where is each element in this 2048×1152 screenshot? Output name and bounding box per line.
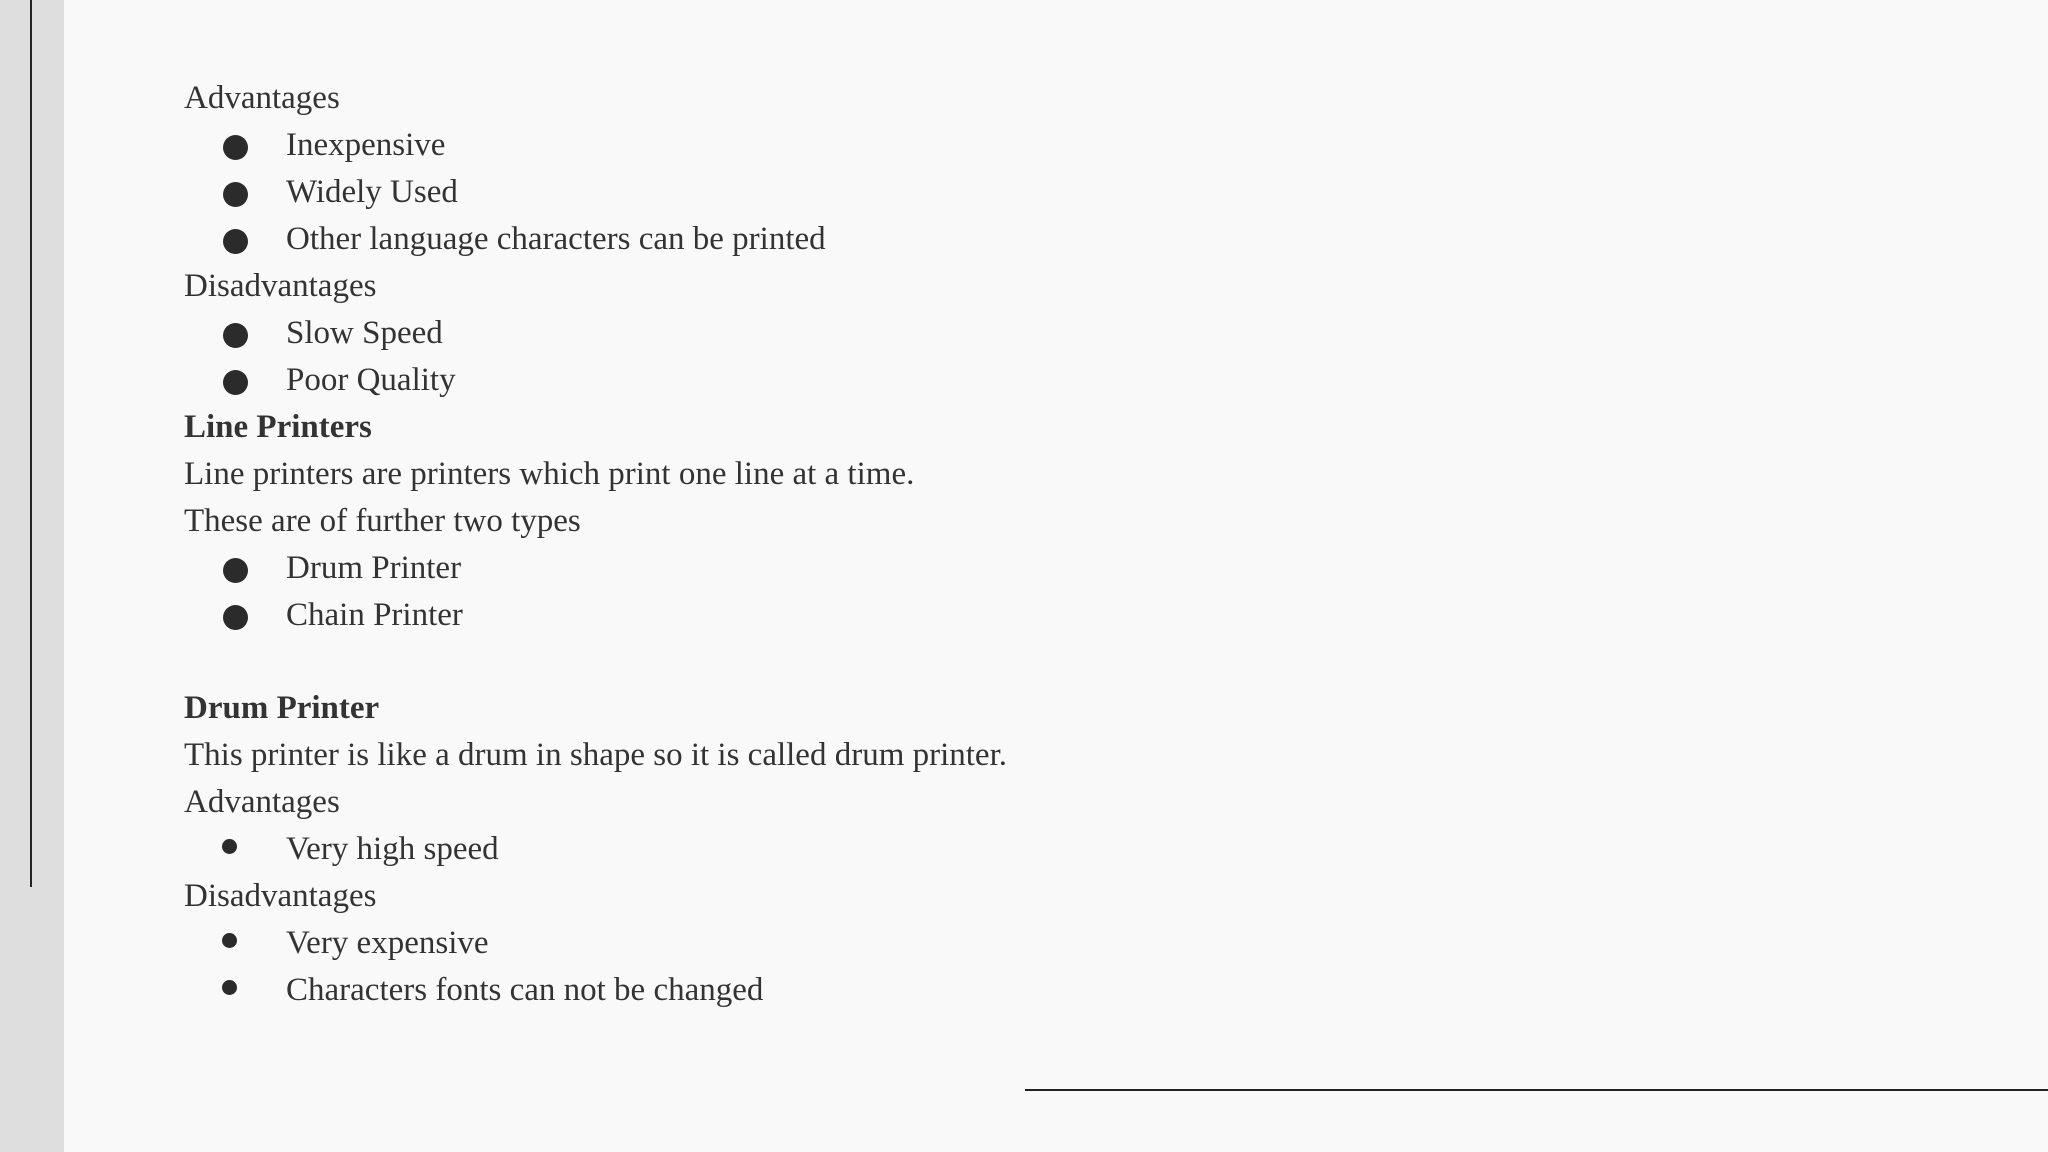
list-item-text: Very expensive [286, 925, 489, 961]
bullet-icon [223, 135, 248, 160]
list-item [184, 920, 1684, 967]
left-margin-bar [0, 0, 64, 1152]
bullet-icon [223, 323, 248, 348]
list-item [184, 545, 1684, 592]
list-item [184, 122, 1684, 169]
list-item-text: Inexpensive [286, 127, 446, 163]
list-item [184, 357, 1684, 404]
bullet-icon [223, 370, 248, 395]
disadvantages-label: Disadvantages [184, 878, 377, 914]
bullet-icon [222, 980, 237, 995]
advantages-label: Advantages [184, 80, 340, 116]
drum-printer-description: This printer is like a drum in shape so it is called drum printer. [184, 737, 1008, 773]
list-item-text: Drum Printer [286, 550, 462, 586]
list-item [184, 216, 1684, 263]
bullet-icon [223, 182, 248, 207]
list-item-text: Other language characters can be printed [286, 221, 826, 257]
list-item [184, 826, 1684, 873]
bottom-horizontal-rule [1025, 1089, 2048, 1091]
spacer [184, 639, 1684, 685]
bullet-icon [223, 558, 248, 583]
line-printers-types-intro: These are of further two types [184, 503, 581, 539]
bullet-icon [223, 229, 248, 254]
section-heading-line-printers: Line Printers [184, 409, 372, 445]
list-item [184, 592, 1684, 639]
list-item [184, 169, 1684, 216]
list-item-text: Widely Used [286, 174, 458, 210]
list-item-text: Characters fonts can not be changed [286, 972, 764, 1008]
disadvantages-label: Disadvantages [184, 268, 377, 304]
section-heading-drum-printer: Drum Printer [184, 690, 380, 726]
list-item-text: Very high speed [286, 831, 499, 867]
bullet-icon [222, 933, 237, 948]
list-item [184, 967, 1684, 1014]
bullet-icon [222, 839, 237, 854]
document-content [184, 75, 1684, 1014]
advantages-label: Advantages [184, 784, 340, 820]
list-item-text: Poor Quality [286, 362, 456, 398]
list-item-text: Chain Printer [286, 597, 463, 633]
list-item [184, 310, 1684, 357]
left-vertical-rule [30, 0, 32, 887]
line-printers-description: Line printers are printers which print one line at a time. [184, 456, 915, 492]
list-item-text: Slow Speed [286, 315, 443, 351]
bullet-icon [223, 605, 248, 630]
